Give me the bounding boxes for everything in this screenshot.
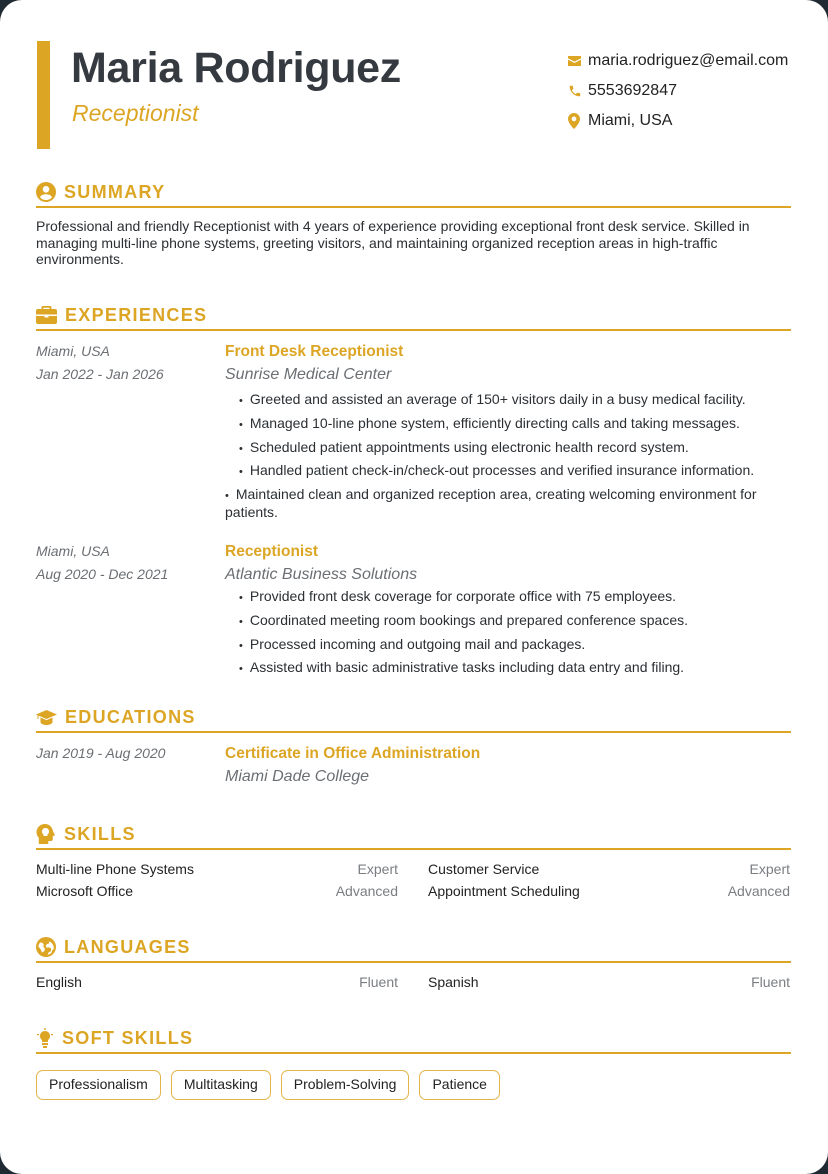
experience-entry	[36, 340, 791, 526]
languages-grid	[36, 971, 791, 993]
experiences-heading: EXPERIENCES	[65, 304, 208, 325]
soft-skills-chips	[36, 1070, 791, 1100]
experience-dates: Aug 2020 - Dec 2021	[36, 565, 169, 582]
education-degree: Certificate in Office Administration	[225, 745, 481, 762]
header-accent-bar	[37, 41, 50, 149]
contact-info	[568, 46, 788, 136]
graduation-cap-icon	[36, 710, 57, 725]
phone-icon	[568, 84, 588, 98]
location-text: Miami, USA	[588, 112, 673, 129]
phone-text: 5553692847	[588, 82, 677, 99]
skill-item: Customer Service Expert	[428, 861, 790, 877]
user-circle-icon	[36, 182, 56, 202]
bullet-item: • Maintained clean and organized reception area, creating welcoming environment for patients.	[225, 486, 791, 520]
lightbulb-icon	[36, 1028, 54, 1048]
bullet-item: • Managed 10-line phone system, efficiently directing calls and taking messages.	[225, 415, 791, 433]
contact-phone[interactable]	[568, 76, 788, 106]
bullet-item: • Scheduled patient appointments using electronic health record system.	[225, 439, 791, 457]
language-item: English Fluent	[36, 974, 398, 990]
experience-role: Front Desk Receptionist	[225, 343, 404, 360]
contact-location	[568, 106, 788, 136]
experience-bullets	[225, 391, 791, 520]
soft-skills-section	[36, 1026, 791, 1100]
soft-skills-header	[36, 1026, 791, 1054]
experiences-section	[36, 303, 791, 683]
experience-location: Miami, USA	[36, 343, 110, 359]
briefcase-icon	[36, 306, 57, 324]
language-item: Spanish Fluent	[428, 974, 790, 990]
experience-dates: Jan 2022 - Jan 2026	[36, 366, 164, 382]
bullet-item: • Coordinated meeting room bookings and prepared conference spaces.	[225, 612, 791, 630]
soft-skills-heading: SOFT SKILLS	[62, 1027, 194, 1048]
bullet-item: • Assisted with basic administrative tasks including data entry and filing.	[225, 659, 791, 677]
education-dates: Jan 2019 - Aug 2020	[36, 745, 166, 761]
candidate-title: Receptionist	[72, 100, 199, 126]
languages-section	[36, 935, 791, 993]
soft-skill-chip: Multitasking	[171, 1070, 271, 1100]
bullet-item: • Processed incoming and outgoing mail and packages.	[225, 636, 791, 654]
skills-grid	[36, 858, 791, 902]
summary-heading: SUMMARY	[64, 181, 166, 202]
skills-section	[36, 822, 791, 902]
envelope-icon	[568, 56, 588, 66]
skill-item: Multi-line Phone Systems Expert	[36, 861, 398, 877]
experience-location: Miami, USA	[36, 542, 110, 559]
map-pin-icon	[568, 113, 588, 129]
head-lightbulb-icon	[36, 824, 56, 844]
email-text: maria.rodriguez@email.com	[588, 52, 789, 69]
experiences-header	[36, 303, 791, 331]
contact-email[interactable]	[568, 46, 788, 76]
languages-heading: LANGUAGES	[64, 936, 191, 957]
globe-icon	[36, 937, 56, 957]
bullet-item: • Provided front desk coverage for corporate office with 75 employees.	[225, 588, 791, 606]
educations-section	[36, 705, 791, 788]
educations-heading: EDUCATIONS	[65, 706, 196, 727]
education-school: Miami Dade College	[225, 768, 370, 785]
experience-org: Atlantic Business Solutions	[225, 565, 418, 583]
skill-item: Appointment Scheduling Advanced	[428, 883, 790, 899]
soft-skill-chip: Professionalism	[36, 1070, 161, 1100]
summary-section	[36, 180, 791, 268]
education-entry	[36, 742, 791, 788]
educations-header	[36, 705, 791, 733]
experience-org: Sunrise Medical Center	[225, 366, 392, 383]
summary-text: Professional and friendly Receptionist with 4 years of experience providing exceptional front desk service. Skilled in managing multi-line phone systems, greeting visitors, and maintaining organized reception areas in high-traffic environments.	[36, 218, 750, 267]
experience-entry	[36, 540, 791, 683]
bullet-item: • Handled patient check-in/check-out processes and verified insurance information.	[225, 462, 791, 480]
experience-role: Receptionist	[225, 542, 319, 560]
skills-heading: SKILLS	[64, 823, 136, 844]
bullet-item: • Greeted and assisted an average of 150+ visitors daily in a busy medical facility.	[225, 391, 791, 409]
summary-header	[36, 180, 791, 208]
skills-header	[36, 822, 791, 850]
languages-header	[36, 935, 791, 963]
soft-skill-chip: Problem-Solving	[281, 1070, 410, 1100]
candidate-name: Maria Rodriguez	[71, 44, 401, 92]
experience-bullets	[225, 588, 791, 677]
soft-skill-chip: Patience	[419, 1070, 499, 1100]
skill-item: Microsoft Office Advanced	[36, 883, 398, 899]
